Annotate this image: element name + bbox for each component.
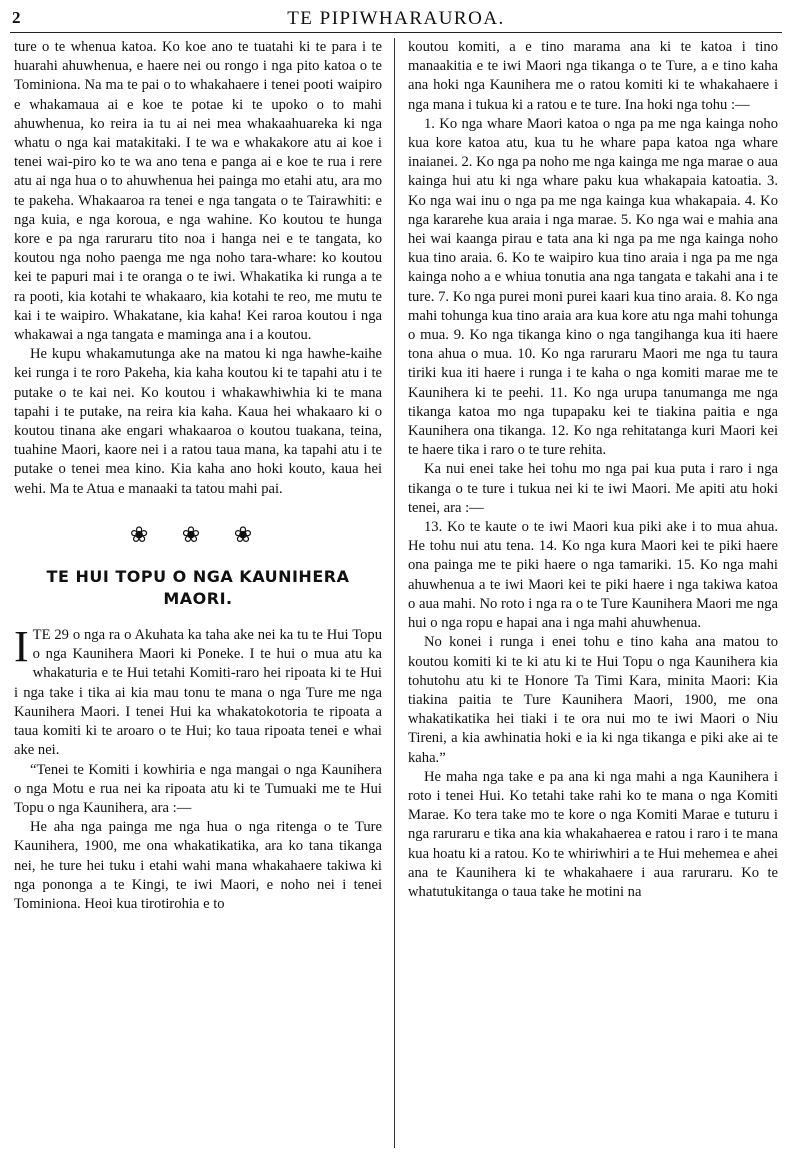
newspaper-title: TE PIPIWHARAUROA. — [287, 8, 505, 29]
closing-paragraph: He kupu whakamutunga ake na matou ki nga hawhe-kaihe kei runga i te roro Pakeha, kia kaha koutou ki te tapahi atu i te putake o te kai nei. Ko koutou i whakawhiwhia ki te mana tapahi i te putake, na reira kia kaha. Kaua hei whakaaro ki o koutou tinana ake engari whakaaroa o koutou tuakana, teina, tuahine Maori, kaore nei i a ratou taua mana, ka tapahi atu i te putake o tenei mea kino. Kia kaha ano hoki kouto, kaua hei wehi. Ma te Atua e manaaki ta tatou mahi pai. — [14, 346, 382, 497]
page-number: 2 — [12, 8, 21, 27]
article-continuation-paragraph: ture o te whenua katoa. Ko koe ano te tuatahi ki te para i te huarahi ahuwhenua, e haere nei ou rongo i nga pito katoa o te Tominiona. Na ma te pai o to whakahaere i tenei pooti waipiro e whakamaua ai e koe te potae ki te upoko o to mahi ahuwhenua, ko reira ia tu ai nei mea whakaahuareka ki nga whatu o nga kai matakitaki. I te wa e whakakore atu ai koe i tenei wai-piro ko te wa ano tena e panga ai e koe te rua i rere atu ai nga hua o to ahuwhenua hei painga mo etahi atu, ara mo te pakeha. Whakaaroa ra tenei e nga tangata o te Tairawhiti: e nga kuia, e nga koroua, e nga wahine. Ko koutou te hunga kore e pa nga raruraru tito noa i hanga nei e te tangata, ko koutou nga noho paenga me nga noho tara-whare: ko koutou kei te papuri mai i te oranga o te iwi. Whakatika ki runga a te ra pooti, kia kotahi te whakaaro, kia kotahi te reo, me mutu te kai i te waipiro. Whakatane, kia kaha! Kei raroa koutou i nga whakawai a nga tangata e maminga ana i a koutou. — [14, 39, 382, 344]
summary-paragraph: Ka nui enei take hei tohu mo nga pai kua puta i raro i nga tikanga o te ture i tukua nei ki te iwi Maori. Me apiti atu hoki tenei, ara :— — [408, 461, 778, 516]
recommendation-paragraph: No konei i runga i enei tohu e tino kaha ana matou to koutou komiti ki te ki atu ki te Hui Topu o nga Kaunihera kia tohutohu atu ki te Honore Ta Timi Kara, minita Maori: Kia tiakina paitia te Ture Kaunihera Maori, 1900, me ona whakatikatika hei tiaki i te ora nui mo te iwi Maori o Niu Tireni, a kia awhinatia hoki e ia ki nga tikanga e piki ake ai te kaha.” — [408, 634, 778, 766]
additional-list-paragraph: 13. Ko te kaute o te iwi Maori kua piki ake i to mua ahua. He tohu nui atu tena. 14. Ko nga kura Maori kei te piki haere ona painga me te piki haere o nga tamariki. 15. Ko nga mahi ahuwhenua a te iwi Maori kei te piki haere i nga takiwa katoa o aua mahi. No roto i nga ra o te Ture Kaunihera Maori me nga hui o nga ropu e hapai ana i nga mahi ahuwhenua. — [408, 519, 778, 632]
section-title: TE HUI TOPU O NGA KAUNIHERA MAORI. — [46, 567, 350, 609]
left-column — [14, 38, 382, 914]
report-continuation-paragraph: koutou komiti, a e tino marama ana ki te katoa i tino manaakitia e te iwi Maori nga tikanga o te Ture, a e tino kaha ana hoki nga Kaunihera me o ratou komiti ki te whakahaere i nga mana i tukua ki a ratou e te ture. Ina hoki nga tohu :— — [408, 39, 778, 113]
page-header — [10, 6, 782, 33]
report-paragraph: He aha nga painga me nga hua o nga ritenga o te Ture Kaunihera, 1900, me ona whakatikatika, ara ko tana tikanga nei, he ture hei tuku i etahi wahi mana whakahaere takiwa ki nga pononga a te Kingi, te iwi Maori, e noho nei i tenei Tominiona. Heoi kua tirotirohia e to — [14, 819, 382, 912]
flower-ornament: ❀ ❀ ❀ — [129, 521, 267, 547]
discussion-paragraph: He maha nga take e pa ana ki nga mahi a nga Kaunihera i roto i tenei Hui. Ko tetahi take rahi ko te mana o nga Komiti Marae. Ko tera take mo te kore o nga Komiti Marae e tuturu i nga raruraru e tika ana kia whakahaerea e ratou i raro i te mana kua hoatu ki a ratou. Ko te whiriwhiri a te Hui mehemea e ahei ana te Kaunihera ki te whakahaere i aua raruraru. Ko te whatutukitanga o taua take he motini na — [408, 768, 778, 900]
committee-paragraph: “Tenei te Komiti i kowhiria e nga mangai o nga Kaunihera o nga Motu e rua nei ka ripoata atu ki te Tumuaki me te Hui Topu o nga Kaunihera, ara :— — [14, 761, 382, 816]
column-divider — [394, 38, 395, 1148]
drop-cap: I — [14, 622, 29, 672]
numbered-list-paragraph: 1. Ko nga whare Maori katoa o nga pa me nga kainga noho kua kore katoa atu, kua tu he whare papa katoa nga whare inaianei. 2. Ko nga pa noho me nga kainga me nga marae o aua kainga hui atu ki nga whare paku kua whakapaia katoatia. 3. Ko nga wai inu o nga pa me nga kainga kua whakapaia. 4. Ko nga kararehe kua araia i nga marae. 5. Ko nga wai e mahia ana hei wai kaanga pirau e tata ana ki nga pa me nga kainga noho kua tino araia. 6. Ko te waipiro kua tino araia i nga pa me nga kainga noho a e whiua tonutia ana nga tangata e takahi ana i te ture. 7. Ko nga purei moni purei kaari kua tino araia. 8. Ko nga mahi tohunga kua tino araia ara kua kore atu nga mahi tohunga o mua. 9. Ko nga tikanga kino o nga tangihanga kua iti haere tona ahua o mua. 10. Ko nga raruraru Maori me nga tu taura tiriki kua iti haere i runga i te kaha o nga komiti marae me te Kaunihera ki te peehi. 11. Ko nga urupa tanumanga me nga tikanga katoa mo nga tupapaku kei te tiakina paitia e nga Kaunihera ona tikanga. 12. Ko nga rehitatanga kuri Maori kei te haere tika i raro o te ture rehita. — [408, 115, 778, 459]
intro-paragraph — [14, 622, 382, 760]
intro-text: TE 29 o nga ra o Akuhata ka taha ake nei ka tu te Hui Topu o nga Kaunihera Maori ki Poneke. I te hui o mua atu ka whakaturia e te Hui tetahi Komiti-raro hei ripoata ki te Hui i nga take i tika ai kia mau tonu te mana o nga Ture me nga Kaunihera Maori. I tenei Hui ka whakatokotoria te ripoata a taua komiti ki te aroaro o te Hui; ko taua ripoata tenei e whai ake nei. — [14, 627, 382, 759]
right-column — [408, 38, 778, 902]
